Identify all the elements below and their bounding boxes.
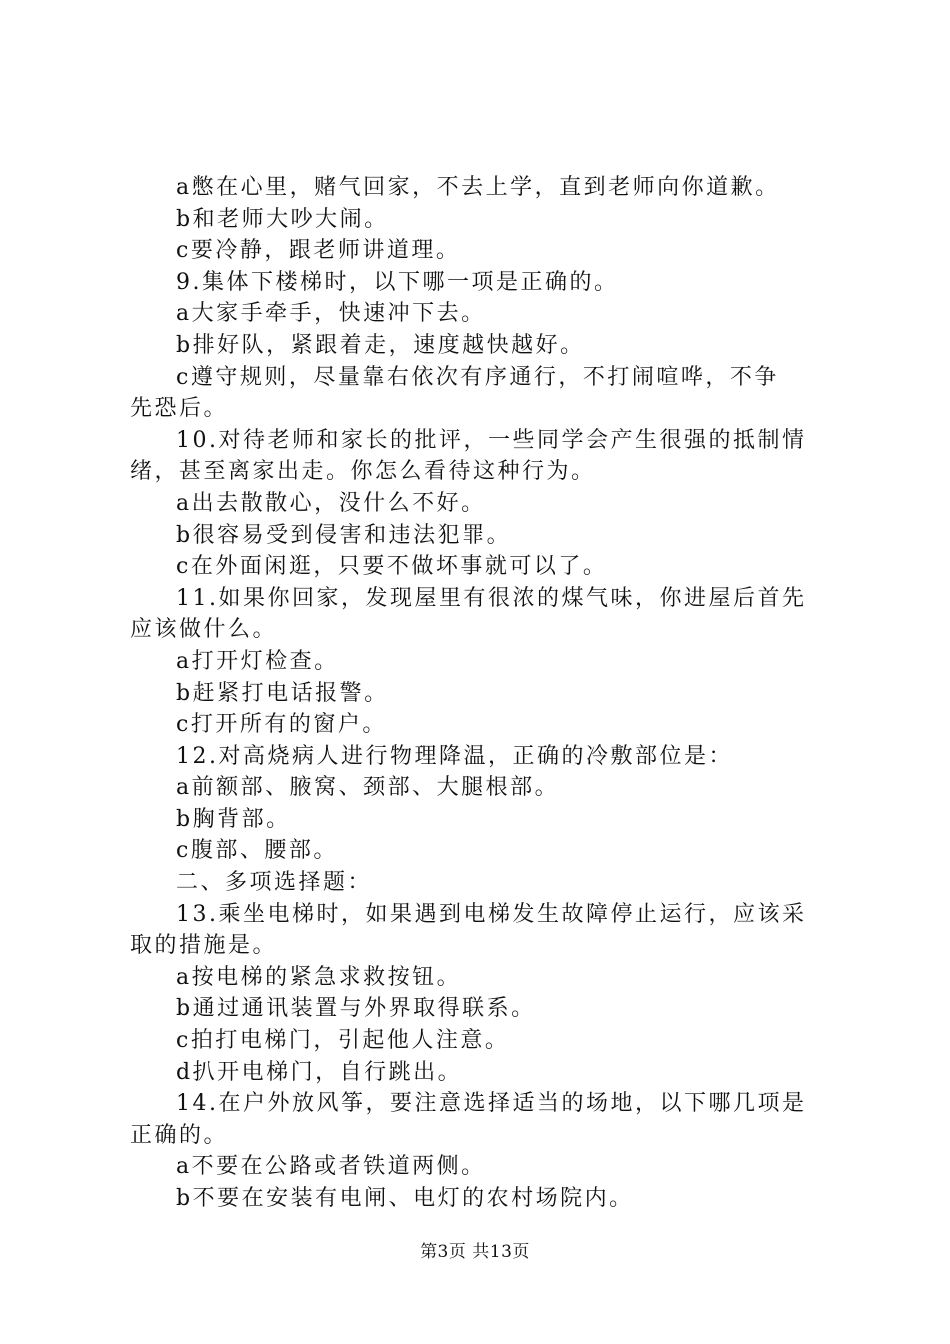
text-line: 12.对高烧病人进行物理降温，正确的冷敷部位是： (176, 743, 733, 769)
text-line: 10.对待老师和家长的批评，一些同学会产生很强的抵制情 (176, 427, 807, 453)
text-line: b很容易受到侵害和违法犯罪。 (176, 522, 512, 548)
text-line: 绪，甚至离家出走。你怎么看待这种行为。 (130, 459, 596, 485)
text-line: b不要在安装有电闸、电灯的农村场院内。 (176, 1186, 634, 1211)
text-line: c腹部、腰部。 (176, 838, 338, 864)
text-line: 11.如果你回家，发现屋里有很浓的煤气味，你进屋后首先 (176, 585, 807, 611)
text-line: b排好队，紧跟着走，速度越快越好。 (176, 332, 585, 358)
text-line: a出去散散心，没什么不好。 (176, 490, 486, 516)
text-line: c要冷静，跟老师讲道理。 (176, 238, 461, 264)
text-line: d扒开电梯门，自行跳出。 (176, 1059, 463, 1085)
text-line: b赶紧打电话报警。 (176, 680, 389, 706)
text-line: a大家手牵手，快速冲下去。 (176, 301, 486, 327)
text-line: a打开灯检查。 (176, 648, 339, 674)
text-line: 取的措施是。 (130, 933, 278, 959)
text-line: b和老师大吵大闹。 (176, 206, 389, 232)
text-line: c拍打电梯门，引起他人注意。 (176, 1028, 510, 1054)
text-line: b通过通讯装置与外界取得联系。 (176, 996, 536, 1022)
text-line: c在外面闲逛，只要不做坏事就可以了。 (176, 554, 608, 580)
text-line: 先恐后。 (130, 396, 229, 422)
text-line: 二、多项选择题： (176, 870, 373, 896)
text-line: a前额部、腋窝、颈部、大腿根部。 (176, 775, 560, 801)
text-line: a憋在心里，赌气回家，不去上学，直到老师向你道歉。 (176, 175, 780, 200)
text-line: 9.集体下楼梯时，以下哪一项是正确的。 (176, 269, 619, 295)
text-line: c打开所有的窗户。 (176, 712, 387, 738)
text-line: 应该做什么。 (130, 617, 278, 643)
text-line: 13.乘坐电梯时，如果遇到电梯发生故障停止运行，应该采 (176, 901, 807, 927)
text-line: a不要在公路或者铁道两侧。 (176, 1154, 486, 1180)
text-line: b胸背部。 (176, 806, 291, 832)
page-footer: 第3页 共13页 (420, 1242, 530, 1262)
text-line: c遵守规则，尽量靠右依次有序通行，不打闹喧哗，不争 (176, 364, 779, 390)
text-line: 正确的。 (130, 1122, 229, 1148)
page-body (130, 172, 832, 1215)
text-line: a按电梯的紧急求救按钮。 (176, 964, 462, 990)
text-line: 14.在户外放风筝，要注意选择适当的场地，以下哪几项是 (176, 1091, 807, 1117)
